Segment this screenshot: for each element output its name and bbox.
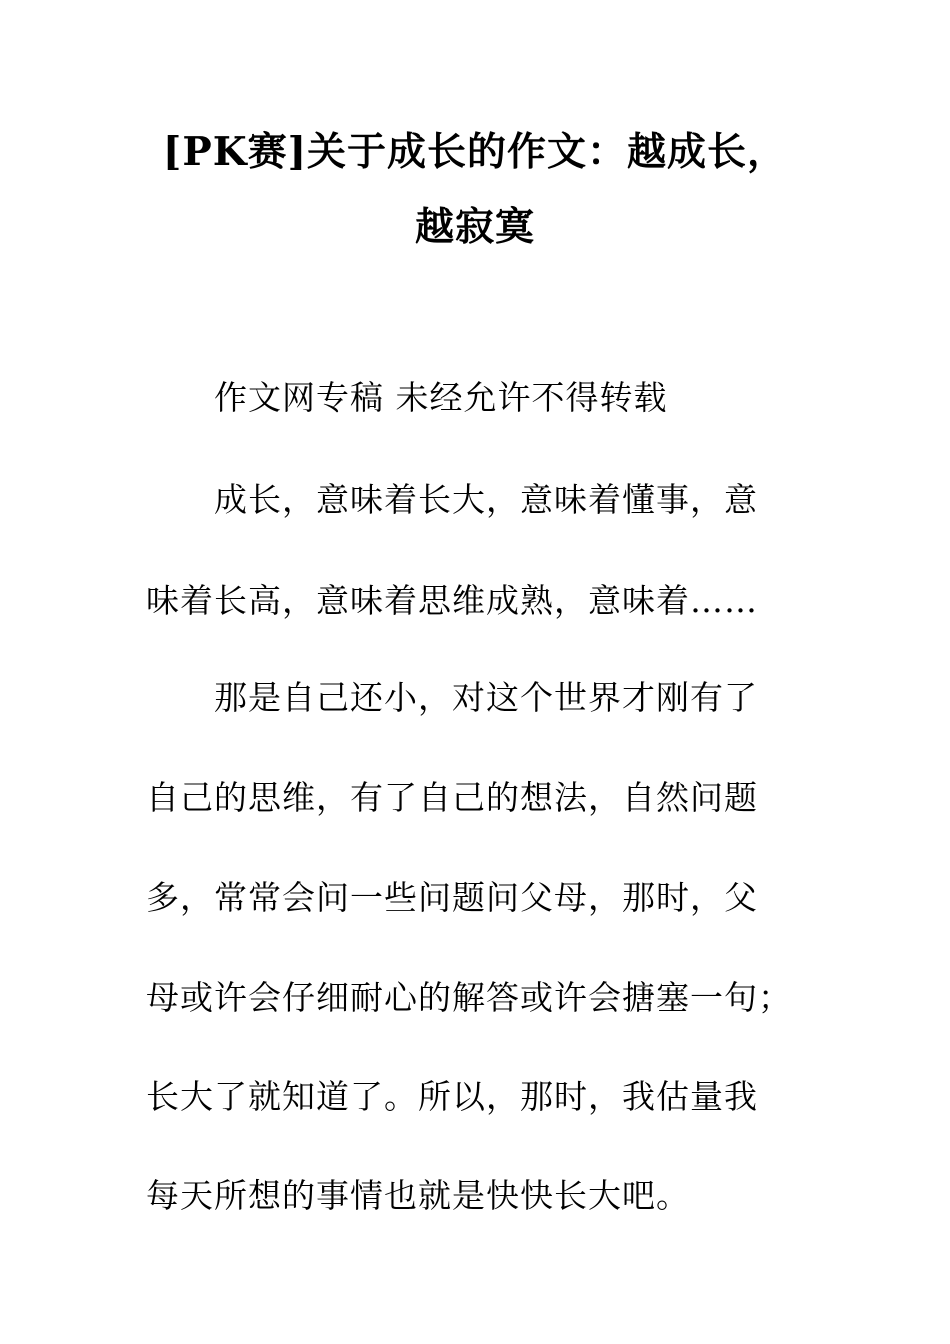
body-line: 那是自己还小，对这个世界才刚有了 — [214, 678, 758, 717]
body-line: 多，常常会问一些问题问父母，那时，父 — [146, 878, 758, 917]
body-line: 母或许会仔细耐心的解答或许会搪塞一句； — [146, 978, 792, 1017]
document-title-line-2: 越寂寞 — [414, 204, 535, 250]
body-line: 成长，意味着长大，意味着懂事，意 — [214, 480, 758, 519]
body-line: 每天所想的事情也就是快快长大吧。 — [146, 1176, 690, 1215]
document-title-line-1: [PK赛]关于成长的作文：越成长， — [162, 129, 788, 175]
body-line: 自己的思维，有了自己的想法，自然问题 — [146, 778, 758, 817]
body-line: 长大了就知道了。所以，那时，我估量我 — [146, 1077, 758, 1116]
body-line: 味着长高，意味着思维成熟，意味着…… — [146, 581, 758, 620]
byline: 作文网专稿 未经允许不得转载 — [214, 378, 668, 417]
